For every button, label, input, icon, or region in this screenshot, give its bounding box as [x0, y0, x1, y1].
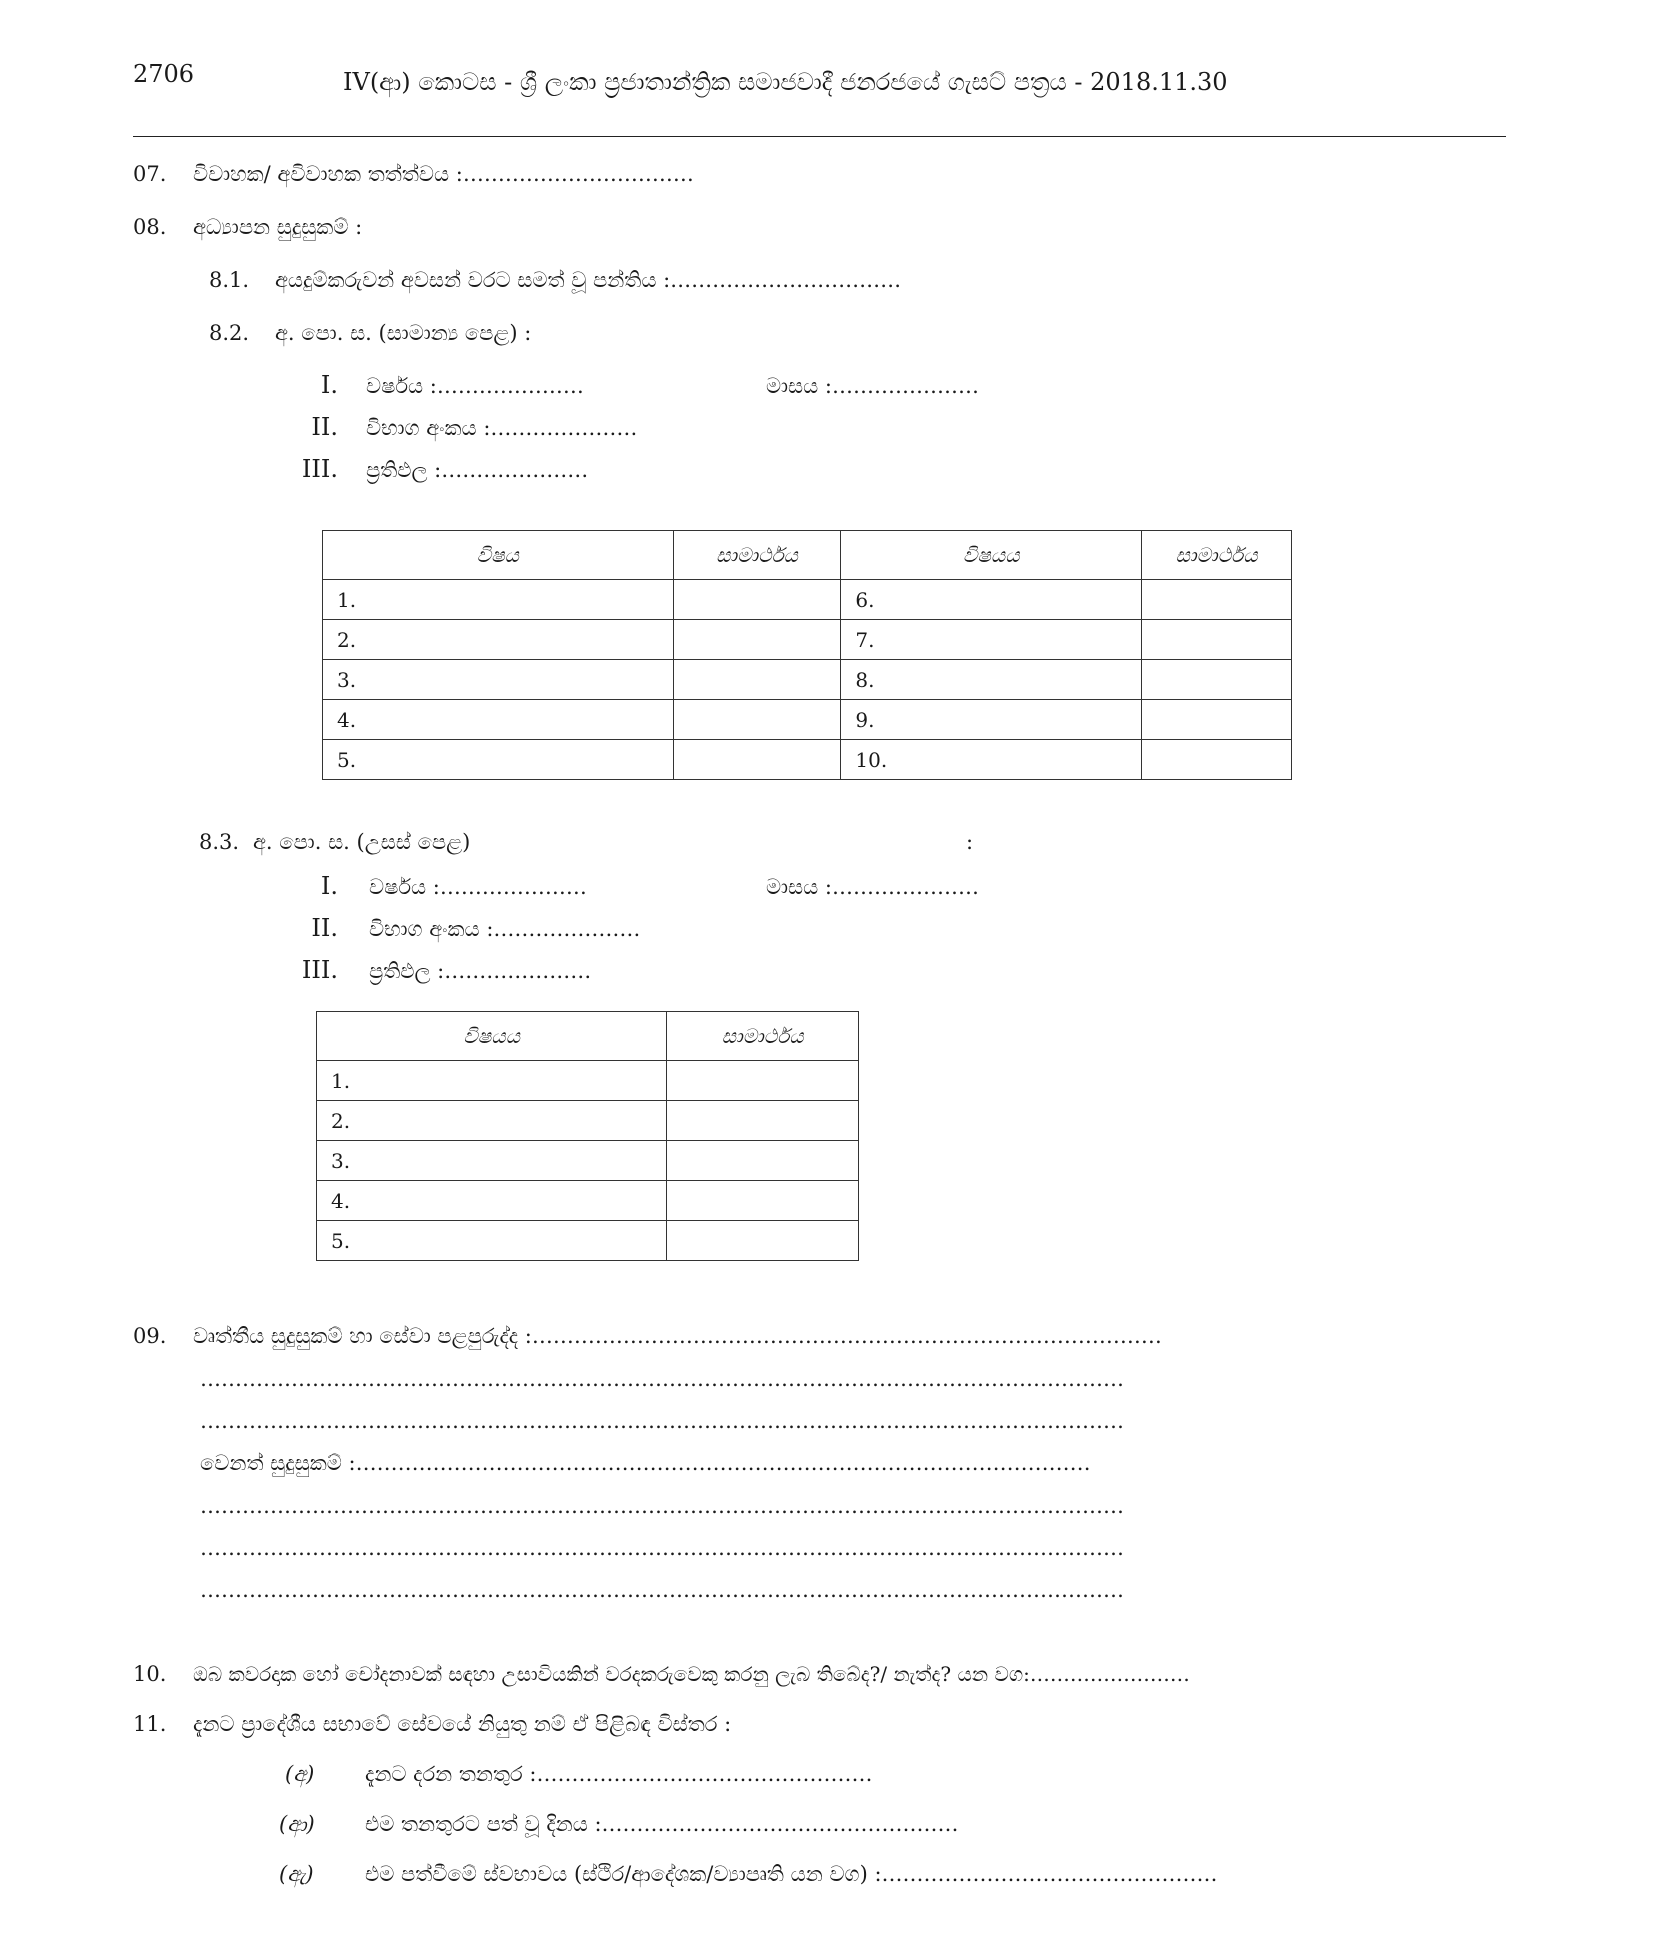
q07-number: 07. [133, 162, 167, 186]
s83-year-field: වර්ෂය :………………… [369, 875, 587, 899]
table-row [323, 740, 1292, 780]
pass-cell [673, 660, 841, 700]
pass-cell [1142, 660, 1292, 700]
row-index: 2. [323, 620, 674, 660]
s83-results-field: ප්‍රතිඵල :………………… [369, 959, 592, 983]
row-index: 4. [323, 700, 674, 740]
pass-cell [673, 620, 841, 660]
table-row [317, 1061, 859, 1101]
pass-cell [667, 1181, 859, 1221]
q11-appointment-nature: එම පත්වීමේ ස්වභාවය (ස්ථිර/ආදේශක/ව්‍යාපෘති යන වග) :………………………………………… [365, 1862, 1218, 1886]
al-results-table [316, 1011, 859, 1261]
row-index: 5. [323, 740, 674, 780]
q11-current-post: දැනට දරන තනතුර :………………………………………… [365, 1762, 873, 1786]
pass-cell [673, 580, 841, 620]
q08-number: 08. [133, 215, 167, 239]
row-index: 3. [323, 660, 674, 700]
q09-dotted-line: …………………………………………………………………………………………………………………… [200, 1578, 1124, 1602]
q09-dotted-line: …………………………………………………………………………………………………………………… [200, 1367, 1124, 1391]
s83-month-field: මාසය :………………… [766, 875, 979, 899]
s81-number: 8.1. [209, 268, 250, 292]
row-index: 2. [317, 1101, 667, 1141]
s82-number: 8.2. [209, 321, 250, 345]
row-index: 7. [841, 620, 1142, 660]
table-row [323, 700, 1292, 740]
s82-iii-number: III. [301, 455, 338, 483]
subject-header: විෂයය [841, 531, 1142, 580]
s82-month-field: මාසය :………………… [766, 374, 979, 398]
table-row [317, 1221, 859, 1261]
s82-ol-heading: අ. පො. ස. (සාමාන්‍ය පෙළ) : [275, 321, 532, 345]
pass-cell [667, 1141, 859, 1181]
table-header-row [317, 1012, 859, 1061]
q09-professional-qualifications: වෘත්තීය සුදුසුකම් හා සේවා පළපුරුද්ද :……………………………………………………………………………… [193, 1324, 1162, 1348]
gazette-title: IV(ආ) කොටස - ශ්‍රී ලංකා ප්‍රජාතාන්ත්‍රික සමාජවාදී ජනරජයේ ගැසට් පත්‍රය - 2018.11.30 [343, 68, 1228, 96]
ol-results-table [322, 530, 1292, 780]
s82-ii-number: II. [311, 413, 338, 441]
q08-education-heading: අධ්‍යාපන සුදුසුකම් : [193, 215, 363, 239]
q07-marital-status: විවාහක/ අවිවාහක තත්ත්වය :…………………………… [193, 162, 694, 186]
pass-header: සාමාර්ථය [673, 531, 841, 580]
page-number: 2706 [133, 60, 195, 88]
q09-dotted-line: …………………………………………………………………………………………………………………… [200, 1536, 1124, 1560]
row-index: 10. [841, 740, 1142, 780]
q11-aa-label: (ආ) [279, 1812, 315, 1836]
q10-number: 10. [133, 1662, 167, 1686]
pass-cell [1142, 740, 1292, 780]
s83-ii-number: II. [311, 914, 338, 942]
table-header-row [323, 531, 1292, 580]
s82-exam-number-field: විභාග අංකය :………………… [366, 416, 638, 440]
q09-other-qualifications: වෙනත් සුදුසුකම් :…………………………………………………………………………………………… [200, 1451, 1091, 1475]
s83-number: 8.3. [199, 830, 240, 854]
q11-current-service-heading: දැනට ප්‍රාදේශීය සභාවේ සේවයේ නියුතු නම් ඒ පිළිබඳ විස්තර : [193, 1712, 732, 1736]
q11-number: 11. [133, 1712, 167, 1736]
q09-number: 09. [133, 1324, 167, 1348]
row-index: 1. [323, 580, 674, 620]
pass-header: සාමාර්ථය [667, 1012, 859, 1061]
q11-ae-label: (ඇ) [279, 1862, 314, 1886]
s83-i-number: I. [320, 872, 338, 900]
pass-cell [667, 1101, 859, 1141]
s83-iii-number: III. [301, 956, 338, 984]
table-row [317, 1101, 859, 1141]
s82-results-field: ප්‍රතිඵල :………………… [366, 458, 589, 482]
table-row [317, 1181, 859, 1221]
s82-i-number: I. [320, 371, 338, 399]
pass-cell [673, 700, 841, 740]
pass-cell [1142, 580, 1292, 620]
table-row [317, 1141, 859, 1181]
q11-a-label: (අ) [285, 1762, 315, 1786]
q09-dotted-line: …………………………………………………………………………………………………………………… [200, 1409, 1124, 1433]
s83-exam-number-field: විභාග අංකය :………………… [369, 917, 641, 941]
pass-cell [667, 1061, 859, 1101]
row-index: 4. [317, 1181, 667, 1221]
row-index: 9. [841, 700, 1142, 740]
pass-header: සාමාර්ථය [1142, 531, 1292, 580]
row-index: 8. [841, 660, 1142, 700]
pass-cell [667, 1221, 859, 1261]
pass-cell [1142, 620, 1292, 660]
s83-colon: : [966, 830, 974, 854]
q10-conviction-question: ඔබ කවරදාක හෝ චෝදනාවක් සඳහා උසාවියකින් වරදකරුවෙකු කරනු ලැබ තිබේද?/ නැත්ද? යන වග:…………………… [193, 1662, 1190, 1686]
subject-header: විෂය [323, 531, 674, 580]
row-index: 5. [317, 1221, 667, 1261]
row-index: 3. [317, 1141, 667, 1181]
q11-appointment-date: එම තනතුරට පත් වූ දිනය :…………………………………………… [365, 1812, 959, 1836]
table-row [323, 580, 1292, 620]
header-rule [133, 136, 1506, 137]
table-row [323, 620, 1292, 660]
s81-last-grade: අයදුම්කරුවන් අවසන් වරට සමත් වූ පන්තිය :…………………………… [275, 268, 902, 292]
s83-al-heading: අ. පො. ස. (උසස් පෙළ) [253, 830, 471, 854]
s82-year-field: වර්ෂය :………………… [366, 374, 584, 398]
row-index: 1. [317, 1061, 667, 1101]
pass-cell [673, 740, 841, 780]
q09-dotted-line: …………………………………………………………………………………………………………………… [200, 1494, 1124, 1518]
table-row [323, 660, 1292, 700]
pass-cell [1142, 700, 1292, 740]
subject-header: විෂයය [317, 1012, 667, 1061]
row-index: 6. [841, 580, 1142, 620]
